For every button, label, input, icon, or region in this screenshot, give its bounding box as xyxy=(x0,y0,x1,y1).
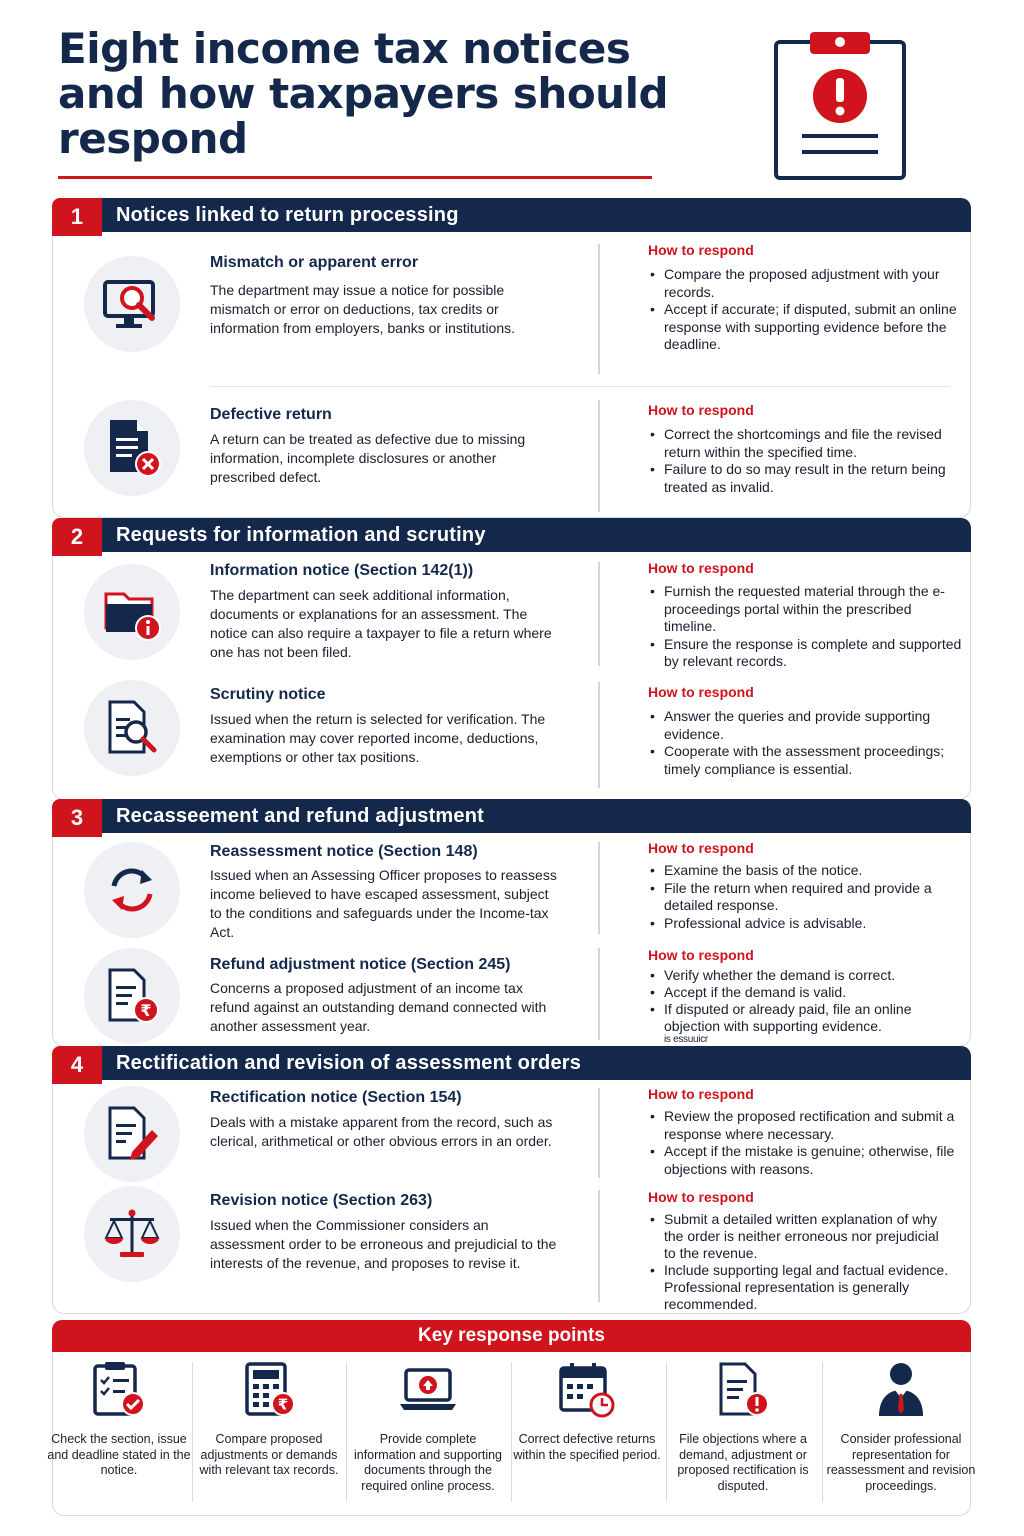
document-rupee-icon xyxy=(102,966,162,1026)
item-description: The department can seek additional information, documents or explanations for an assessment. The notice can also require a taxpayer to file a return where one has not been filed. xyxy=(210,587,552,660)
scales-icon xyxy=(102,1204,162,1264)
respond-item: • Furnish the requested material through the e-proceedings portal within the prescribed timeline. xyxy=(648,583,963,636)
document-alert-icon xyxy=(713,1360,773,1420)
svg-text:₹: ₹ xyxy=(140,1001,152,1020)
checklist-icon xyxy=(89,1360,149,1420)
calculator-rupee-icon xyxy=(239,1360,299,1420)
how-to-respond-label: How to respond xyxy=(648,947,754,963)
svg-text:₹: ₹ xyxy=(277,1395,289,1414)
key-divider xyxy=(192,1362,193,1502)
document-pencil-icon xyxy=(102,1104,162,1164)
respond-list xyxy=(648,862,963,932)
item-description: Issued when the Commissioner considers an assessment order to be erroneous and prejudicial to the interests of the revenue, and proposes to revise it. xyxy=(210,1217,557,1271)
section-title: Recasseement and refund adjustment xyxy=(116,805,485,827)
section-number: 2 xyxy=(52,518,102,556)
column-divider xyxy=(598,562,600,666)
item-description: Issued when the return is selected for verification. The examination may cover reported income, deductions, exemptions or other tax positions. xyxy=(210,711,546,765)
item-title: Defective return xyxy=(210,406,332,423)
respond-list xyxy=(648,266,963,354)
how-to-respond-label: How to respond xyxy=(648,840,754,856)
respond-list xyxy=(648,967,963,1035)
item-description: The department may issue a notice for possible mismatch or error on deductions, tax credits or information from employers, banks or institutions. xyxy=(210,282,516,336)
page-title: Eight income tax notices and how taxpayers should respond xyxy=(58,24,669,163)
key-point xyxy=(668,1360,818,1510)
item-description: Deals with a mistake apparent from the record, such as clerical, arithmetical or other obvious errors in an order. xyxy=(210,1114,553,1149)
key-point xyxy=(353,1360,503,1510)
key-points-title: Key response points xyxy=(52,1320,971,1352)
key-point-text: Provide complete information and supporting documents through the required online process. xyxy=(353,1432,502,1493)
section-3-header xyxy=(52,799,971,833)
item-icon-circle xyxy=(84,1186,180,1282)
professional-person-icon xyxy=(871,1360,931,1420)
column-divider xyxy=(598,244,600,374)
respond-item: • Examine the basis of the notice. xyxy=(648,862,963,880)
item-icon-circle xyxy=(84,1086,180,1182)
item-description: A return can be treated as defective due to missing information, incomplete disclosures or another prescribed defect. xyxy=(210,431,526,485)
respond-item: • File the return when required and provide a detailed response. xyxy=(648,880,963,915)
refresh-arrows-icon xyxy=(102,860,162,920)
respond-list xyxy=(648,583,963,671)
monitor-search-icon xyxy=(102,274,162,334)
item-icon-circle xyxy=(84,842,180,938)
item-title: Rectification notice (Section 154) xyxy=(210,1089,462,1106)
respond-list xyxy=(648,708,963,778)
item-divider xyxy=(210,386,950,387)
item-description: Issued when an Assessing Officer proposes to reassess income believed to have escaped assessment, subject to the conditions and safeguards under the Income-tax Act. xyxy=(210,867,557,940)
truncated-text: is essuuicr xyxy=(664,1034,708,1045)
item-icon-circle xyxy=(84,256,180,352)
respond-item: • Professional advice is advisable. xyxy=(648,915,963,933)
respond-item: • Include supporting legal and factual evidence. Professional representation is generally recommended. xyxy=(648,1262,953,1313)
how-to-respond-label: How to respond xyxy=(648,1086,754,1102)
respond-list xyxy=(648,1108,963,1178)
respond-item: • Cooperate with the assessment proceedings; timely compliance is essential. xyxy=(648,743,963,778)
section-number: 1 xyxy=(52,198,102,236)
section-2-header xyxy=(52,518,971,552)
document-x-icon xyxy=(102,418,162,478)
key-divider xyxy=(822,1362,823,1502)
laptop-upload-icon xyxy=(398,1360,458,1420)
item-icon-circle xyxy=(84,400,180,496)
respond-item: • Answer the queries and provide supporting evidence. xyxy=(648,708,963,743)
item-title: Scrutiny notice xyxy=(210,686,326,703)
column-divider xyxy=(598,400,600,512)
key-divider xyxy=(666,1362,667,1502)
key-point-text: File objections where a demand, adjustment or proposed rectification is disputed. xyxy=(677,1432,809,1493)
section-number: 4 xyxy=(52,1046,102,1084)
respond-item: • If disputed or already paid, file an online objection with supporting evidence. xyxy=(648,1001,963,1035)
key-point-text: Consider professional representation for reassessment and revision proceedings. xyxy=(826,1432,976,1493)
section-title: Requests for information and scrutiny xyxy=(116,524,486,546)
key-point-text: Check the section, issue and deadline stated in the notice. xyxy=(47,1432,191,1477)
folder-info-icon xyxy=(102,582,162,642)
column-divider xyxy=(598,842,600,934)
item-icon-circle xyxy=(84,948,180,1044)
key-point xyxy=(194,1360,344,1510)
respond-item: • Submit a detailed written explanation of why the order is neither erroneous nor prejudicial to the revenue. xyxy=(648,1211,953,1262)
key-divider xyxy=(346,1362,347,1502)
section-number: 3 xyxy=(52,799,102,837)
respond-list xyxy=(648,1211,953,1313)
item-icon-circle xyxy=(84,680,180,776)
clipboard-alert-icon xyxy=(772,30,908,182)
respond-item: • Correct the shortcomings and file the revised return within the specified time. xyxy=(648,426,963,461)
section-4-header xyxy=(52,1046,971,1080)
key-point-text: Correct defective returns within the specified period. xyxy=(513,1432,661,1462)
how-to-respond-label: How to respond xyxy=(648,402,754,418)
how-to-respond-label: How to respond xyxy=(648,242,754,258)
item-description: Concerns a proposed adjustment of an income tax refund against an outstanding demand connected with another assessment year. xyxy=(210,980,547,1034)
item-icon-circle xyxy=(84,564,180,660)
key-point xyxy=(826,1360,976,1510)
column-divider xyxy=(598,1088,600,1178)
column-divider xyxy=(598,948,600,1040)
item-title: Reassessment notice (Section 148) xyxy=(210,843,478,860)
how-to-respond-label: How to respond xyxy=(648,560,754,576)
respond-item: • Accept if the demand is valid. xyxy=(648,984,963,1001)
respond-item: • Accept if accurate; if disputed, submit an online response with supporting evidence before the deadline. xyxy=(648,301,963,354)
key-point xyxy=(44,1360,194,1510)
title-underline xyxy=(58,176,652,179)
document-magnifier-icon xyxy=(102,698,162,758)
respond-item: • Review the proposed rectification and submit a response where necessary. xyxy=(648,1108,963,1143)
respond-item: • Accept if the mistake is genuine; otherwise, file objections with reasons. xyxy=(648,1143,963,1178)
respond-item: • Failure to do so may result in the return being treated as invalid. xyxy=(648,461,963,496)
item-title: Revision notice (Section 263) xyxy=(210,1192,433,1209)
respond-item: • Verify whether the demand is correct. xyxy=(648,967,963,984)
how-to-respond-label: How to respond xyxy=(648,684,754,700)
item-title: Refund adjustment notice (Section 245) xyxy=(210,956,511,973)
respond-item: • Ensure the response is complete and supported by relevant records. xyxy=(648,636,963,671)
item-title: Information notice (Section 142(1)) xyxy=(210,562,474,579)
key-point-text: Compare proposed adjustments or demands with relevant tax records. xyxy=(199,1432,339,1477)
how-to-respond-label: How to respond xyxy=(648,1189,754,1205)
section-title: Notices linked to return processing xyxy=(116,204,459,226)
section-1-header xyxy=(52,198,971,232)
calendar-clock-icon xyxy=(557,1360,617,1420)
item-title: Mismatch or apparent error xyxy=(210,254,419,271)
section-title: Rectification and revision of assessment orders xyxy=(116,1052,582,1074)
key-point xyxy=(512,1360,662,1510)
respond-item: • Compare the proposed adjustment with your records. xyxy=(648,266,963,301)
respond-list xyxy=(648,426,963,496)
column-divider xyxy=(598,682,600,788)
column-divider xyxy=(598,1190,600,1302)
